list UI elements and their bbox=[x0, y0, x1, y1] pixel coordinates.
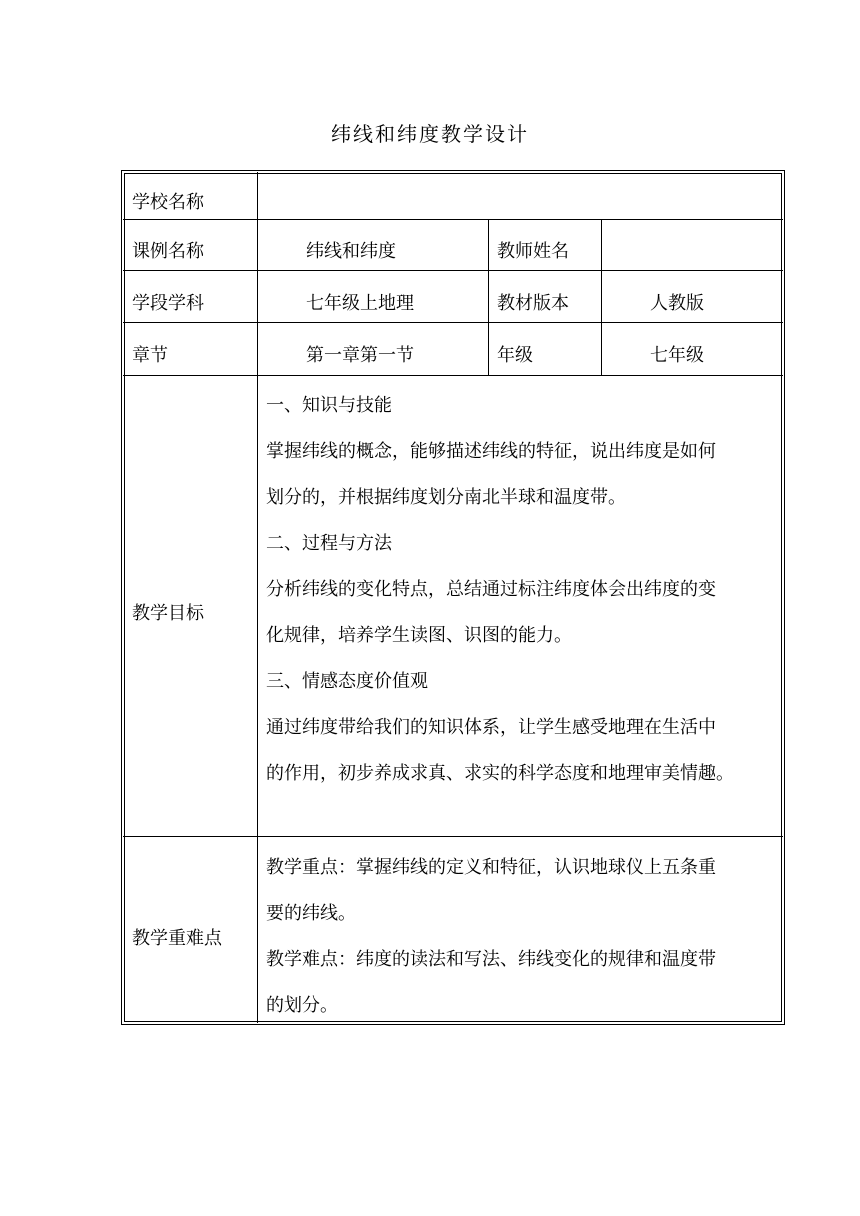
objective-body-line: 化规律，培养学生读图、识图的能力。 bbox=[266, 625, 572, 646]
school-name-label: 学校名称 bbox=[132, 192, 204, 213]
objective-body-line: 通过纬度带给我们的知识体系，让学生感受地理在生活中 bbox=[266, 717, 716, 738]
column-divider bbox=[257, 172, 258, 1023]
objective-heading-process: 二、过程与方法 bbox=[266, 533, 392, 554]
difficult-point-line: 教学难点：纬度的读法和写法、纬线变化的规律和温度带 bbox=[266, 949, 716, 970]
row-divider bbox=[123, 270, 783, 271]
difficult-point-line: 的划分。 bbox=[266, 995, 338, 1016]
row-divider bbox=[123, 322, 783, 323]
objective-body-line: 掌握纬线的概念，能够描述纬线的特征，说出纬度是如何 bbox=[266, 441, 716, 462]
row-divider bbox=[123, 375, 783, 376]
row-divider bbox=[123, 836, 783, 837]
column-divider bbox=[488, 219, 489, 375]
key-point-line: 要的纬线。 bbox=[266, 903, 356, 924]
objectives-label: 教学目标 bbox=[132, 603, 204, 624]
stage-subject-value: 七年级上地理 bbox=[306, 293, 414, 314]
stage-subject-label: 学段学科 bbox=[132, 293, 204, 314]
objective-heading-knowledge: 一、知识与技能 bbox=[266, 395, 392, 416]
objective-body-line: 分析纬线的变化特点，总结通过标注纬度体会出纬度的变 bbox=[266, 579, 716, 600]
grade-value: 七年级 bbox=[650, 345, 704, 366]
lesson-name-value: 纬线和纬度 bbox=[306, 241, 396, 262]
grade-label: 年级 bbox=[497, 345, 533, 366]
chapter-label: 章节 bbox=[132, 345, 168, 366]
objective-body-line: 的作用，初步养成求真、求实的科学态度和地理审美情趣。 bbox=[266, 763, 734, 784]
key-points-label: 教学重难点 bbox=[132, 928, 222, 949]
row-divider bbox=[123, 219, 783, 220]
textbook-edition-value: 人教版 bbox=[650, 293, 704, 314]
document-title: 纬线和纬度教学设计 bbox=[331, 122, 529, 146]
chapter-value: 第一章第一节 bbox=[306, 345, 414, 366]
key-point-line: 教学重点：掌握纬线的定义和特征，认识地球仪上五条重 bbox=[266, 857, 716, 878]
lesson-name-label: 课例名称 bbox=[132, 241, 204, 262]
teacher-name-label: 教师姓名 bbox=[497, 241, 569, 262]
objective-body-line: 划分的，并根据纬度划分南北半球和温度带。 bbox=[266, 487, 626, 508]
textbook-edition-label: 教材版本 bbox=[497, 293, 569, 314]
column-divider bbox=[601, 219, 602, 375]
objective-heading-attitude: 三、情感态度价值观 bbox=[266, 671, 428, 692]
